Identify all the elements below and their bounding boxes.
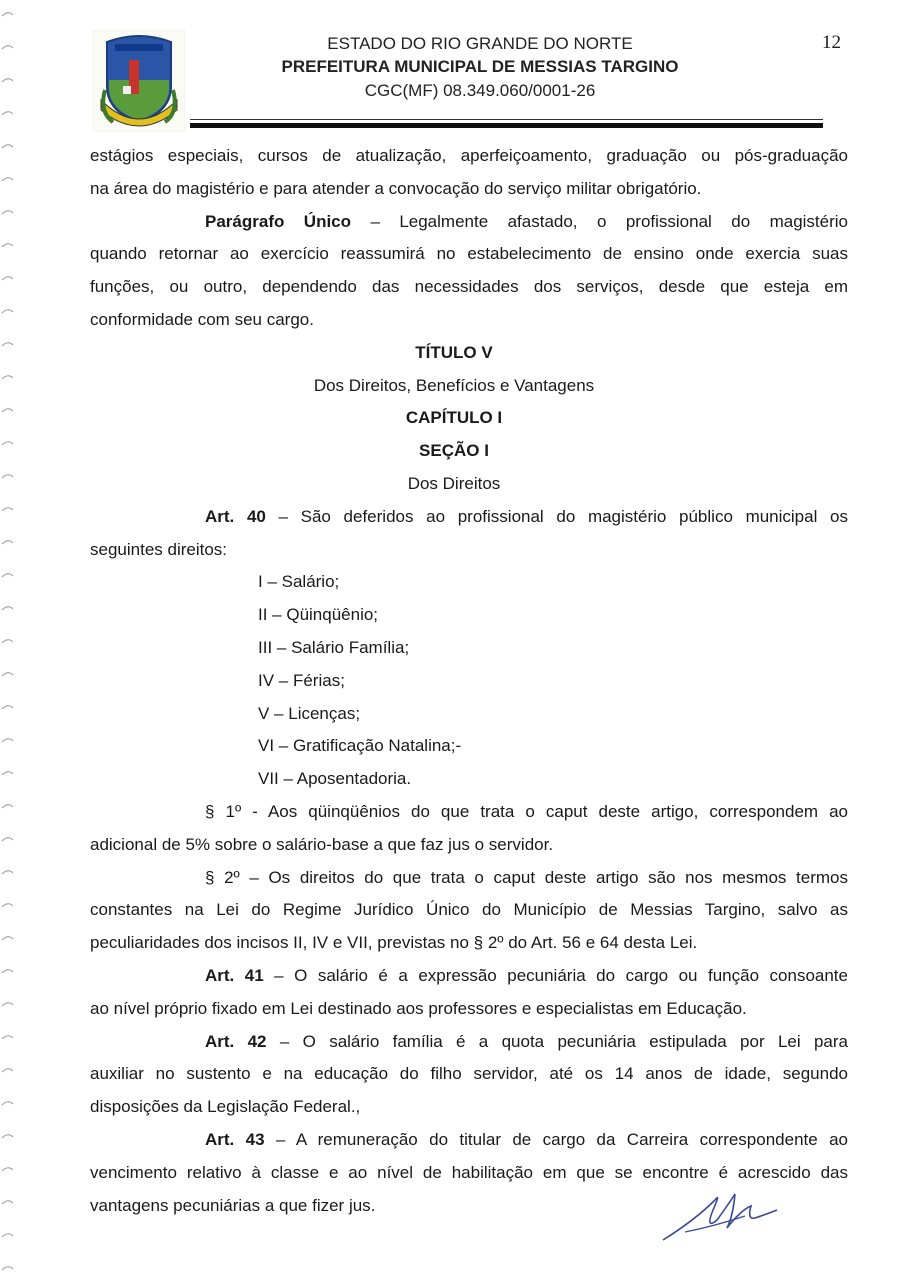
line-text: auxiliar no sustento e na educação do filho servidor, até os 14 anos de idade, segundo xyxy=(90,1064,848,1084)
binding-hole-mark xyxy=(2,1267,13,1270)
bold-label: Parágrafo Único xyxy=(205,211,352,231)
text-line xyxy=(90,1091,848,1124)
line-text: Dos Direitos xyxy=(407,473,501,493)
line-text: vencimento relativo à classe e ao nível de habilitação em que se encontre é acrescido das xyxy=(90,1162,848,1182)
bold-label: SEÇÃO I xyxy=(419,441,489,461)
binding-hole-mark xyxy=(2,46,13,49)
line-text: VI – Gratificação Natalina;- xyxy=(258,736,462,756)
binding-hole-mark xyxy=(2,112,13,115)
binding-hole-mark xyxy=(2,376,13,379)
text-line xyxy=(90,796,848,829)
binding-hole-mark xyxy=(2,1069,13,1072)
text-line xyxy=(90,927,848,960)
bold-label: Art. 42 xyxy=(205,1031,267,1051)
text-line xyxy=(90,501,848,534)
line-text: constantes na Lei do Regime Jurídico Único do Município de Messias Targino, salvo as xyxy=(90,900,848,920)
binding-hole-mark xyxy=(2,409,13,412)
bold-label: Art. 43 xyxy=(205,1129,265,1149)
binding-hole-mark xyxy=(2,739,13,742)
list-item xyxy=(90,763,848,796)
list-item xyxy=(90,566,848,599)
binding-hole-mark xyxy=(2,871,13,874)
handwritten-signature xyxy=(655,1180,785,1250)
line-text: II – Qüinqüênio; xyxy=(258,605,379,625)
document-body xyxy=(90,140,848,1222)
municipal-coat-of-arms-logo xyxy=(93,30,185,132)
binding-hole-mark xyxy=(2,607,13,610)
binding-hole-mark xyxy=(2,145,13,148)
binding-hole-mark xyxy=(2,574,13,577)
binding-hole-mark xyxy=(2,508,13,511)
header-divider-thick xyxy=(190,123,823,128)
line-text: V – Licenças; xyxy=(258,703,361,723)
section-heading xyxy=(90,435,848,468)
list-item xyxy=(90,665,848,698)
section-heading xyxy=(90,402,848,435)
line-text: – Legalmente afastado, o profissional do magistério xyxy=(351,211,848,231)
binding-hole-mark xyxy=(2,1201,13,1204)
text-line xyxy=(90,238,848,271)
line-text: funções, ou outro, dependendo das necessidades dos serviços, desde que esteja em xyxy=(90,277,848,297)
list-item xyxy=(90,632,848,665)
line-text: na área do magistério e para atender a convocação do serviço militar obrigatório. xyxy=(90,178,702,198)
line-text: conformidade com seu cargo. xyxy=(90,309,314,329)
bold-label: Art. 40 xyxy=(205,506,266,526)
binding-hole-mark xyxy=(2,706,13,709)
binding-hole-mark xyxy=(2,1135,13,1138)
line-text: § 1º - Aos qüinqüênios do que trata o caput deste artigo, correspondem ao xyxy=(205,801,848,821)
list-item xyxy=(90,730,848,763)
line-text: disposições da Legislação Federal., xyxy=(90,1097,361,1117)
binding-hole-mark xyxy=(2,79,13,82)
binding-hole-mark xyxy=(2,13,13,16)
line-text: – A remuneração do titular de cargo da Carreira correspondente ao xyxy=(264,1129,848,1149)
binding-hole-mark xyxy=(2,805,13,808)
line-text: § 2º – Os direitos do que trata o caput deste artigo são nos mesmos termos xyxy=(205,867,848,887)
line-text: quando retornar ao exercício reassumirá no estabelecimento de ensino onde exercia suas xyxy=(90,244,848,264)
line-text: – São deferidos ao profissional do magistério público municipal os xyxy=(265,506,848,526)
line-text: seguintes direitos: xyxy=(90,539,228,559)
line-text: estágios especiais, cursos de atualização, aperfeiçoamento, graduação ou pós-graduação xyxy=(90,146,848,165)
text-line xyxy=(90,829,848,862)
header-state: ESTADO DO RIO GRANDE DO NORTE xyxy=(327,34,633,53)
binding-holes xyxy=(0,0,14,1279)
bold-label: TÍTULO V xyxy=(415,342,493,362)
text-line xyxy=(90,960,848,993)
text-line xyxy=(90,173,848,206)
line-text: VII – Aposentadoria. xyxy=(258,769,412,789)
binding-hole-mark xyxy=(2,475,13,478)
text-line xyxy=(90,140,848,173)
header-municipality: PREFEITURA MUNICIPAL DE MESSIAS TARGINO xyxy=(281,57,679,76)
line-text: peculiaridades dos incisos II, IV e VII, previstas no § 2º do Art. 56 e 64 desta Lei. xyxy=(90,933,698,953)
section-heading xyxy=(90,468,848,501)
text-line xyxy=(90,862,848,895)
line-text: ao nível próprio fixado em Lei destinado aos professores e especialistas em Educação. xyxy=(90,998,747,1018)
text-line xyxy=(90,534,848,567)
binding-hole-mark xyxy=(2,244,13,247)
line-text: I – Salário; xyxy=(258,572,340,592)
list-item xyxy=(90,599,848,632)
text-line xyxy=(90,1124,848,1157)
page-number: 12 xyxy=(822,32,841,53)
line-text: – O salário família é a quota pecuniária estipulada por Lei para xyxy=(266,1031,848,1051)
binding-hole-mark xyxy=(2,442,13,445)
binding-hole-mark xyxy=(2,838,13,841)
text-line xyxy=(90,271,848,304)
text-line xyxy=(90,206,848,239)
text-line xyxy=(90,1026,848,1059)
binding-hole-mark xyxy=(2,541,13,544)
binding-hole-mark xyxy=(2,1036,13,1039)
binding-hole-mark xyxy=(2,1102,13,1105)
line-text: Dos Direitos, Benefícios e Vantagens xyxy=(313,375,595,395)
text-line xyxy=(90,1058,848,1091)
list-item xyxy=(90,698,848,731)
section-heading xyxy=(90,337,848,370)
text-line xyxy=(90,894,848,927)
binding-hole-mark xyxy=(2,310,13,313)
binding-hole-mark xyxy=(2,1003,13,1006)
binding-hole-mark xyxy=(2,1168,13,1171)
line-text: vantagens pecuniárias a que fizer jus. xyxy=(90,1195,376,1215)
binding-hole-mark xyxy=(2,673,13,676)
text-line xyxy=(90,304,848,337)
line-text: – O salário é a expressão pecuniária do cargo ou função consoante xyxy=(263,965,848,985)
line-text: III – Salário Família; xyxy=(258,637,410,657)
section-heading xyxy=(90,370,848,403)
binding-hole-mark xyxy=(2,937,13,940)
text-line xyxy=(90,993,848,1026)
binding-hole-mark xyxy=(2,970,13,973)
bold-label: Art. 41 xyxy=(205,965,264,985)
binding-hole-mark xyxy=(2,277,13,280)
bold-label: CAPÍTULO I xyxy=(405,408,503,428)
binding-hole-mark xyxy=(2,343,13,346)
line-text: IV – Férias; xyxy=(258,670,345,690)
binding-hole-mark xyxy=(2,772,13,775)
binding-hole-mark xyxy=(2,640,13,643)
binding-hole-mark xyxy=(2,904,13,907)
binding-hole-mark xyxy=(2,1234,13,1237)
header-cgc: CGC(MF) 08.349.060/0001-26 xyxy=(364,81,596,100)
line-text: adicional de 5% sobre o salário-base a que faz jus o servidor. xyxy=(90,834,554,854)
binding-hole-mark xyxy=(2,178,13,181)
header-divider-thin xyxy=(190,119,823,120)
binding-hole-mark xyxy=(2,211,13,214)
